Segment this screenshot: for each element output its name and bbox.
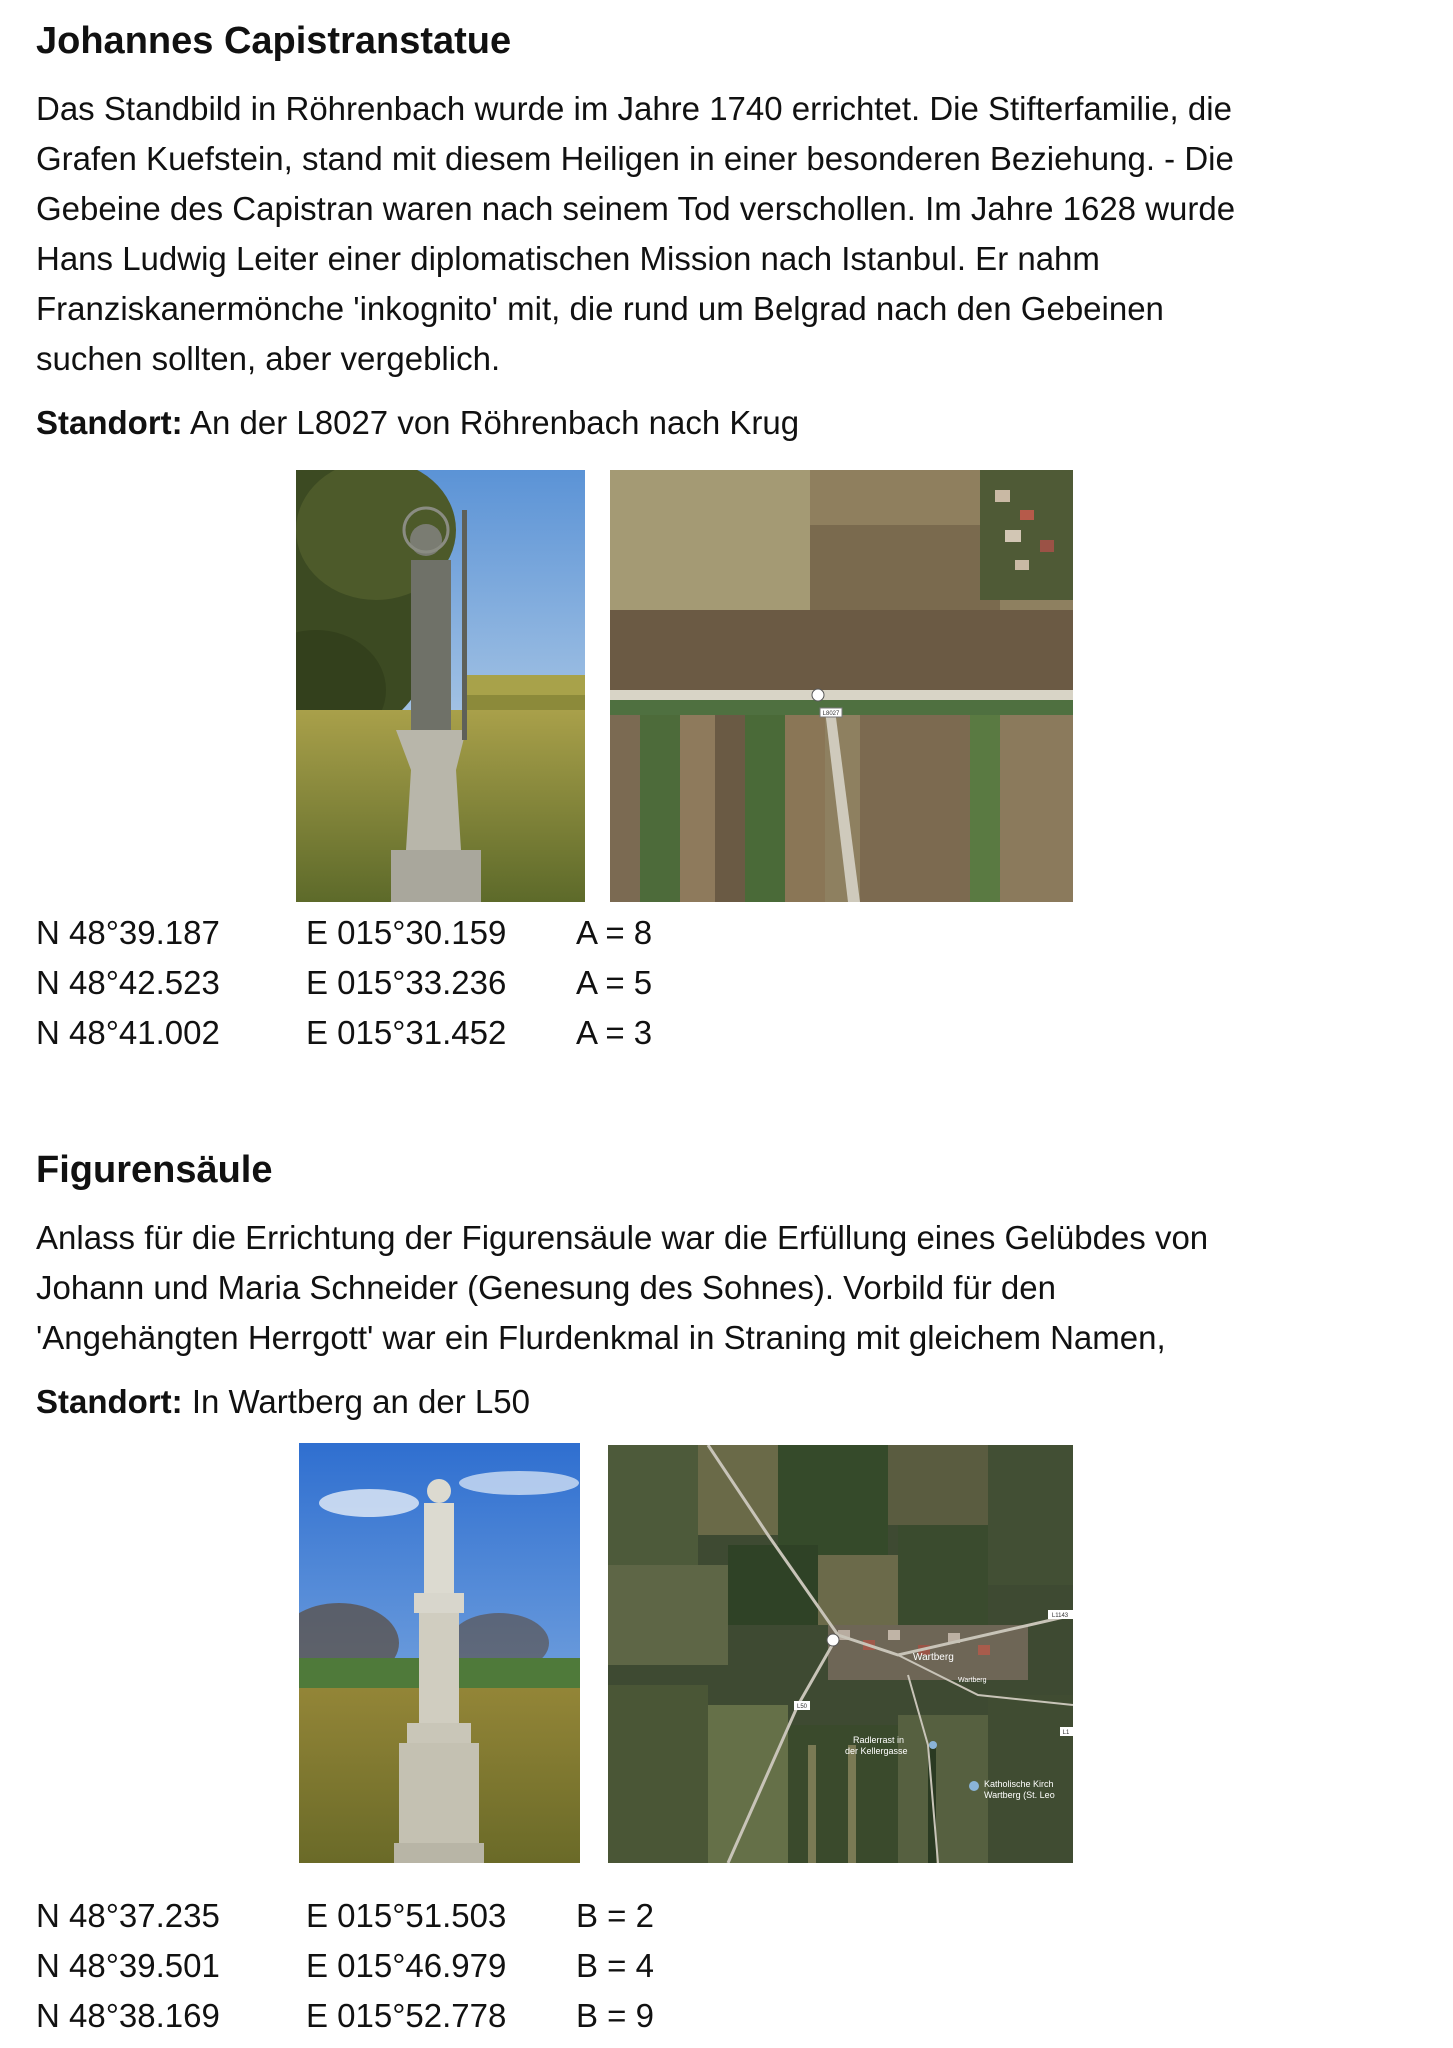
coordinate-north: N 48°39.501 [36, 1947, 220, 1984]
location-label: Standort: [36, 1383, 183, 1420]
map-poi-label: Katholische Kirch [984, 1779, 1054, 1789]
coordinate-value: B = 2 [576, 1897, 654, 1934]
paragraph-line: Das Standbild in Röhrenbach wurde im Jahre 1740 errichtet. Die Stifterfamilie, die [36, 90, 1232, 127]
coordinate-east: E 015°33.236 [306, 964, 507, 1001]
paragraph-line: Hans Ludwig Leiter einer diplomatischen Mission nach Istanbul. Er nahm [36, 240, 1100, 277]
map-village-label: Wartberg [913, 1652, 954, 1663]
section-paragraph [36, 84, 1416, 384]
paragraph-line: Franziskanermönche 'inkognito' mit, die rund um Belgrad nach den Gebeinen [36, 290, 1164, 327]
coordinate-east: E 015°52.778 [306, 1997, 507, 2034]
map-road-label: L8027 [822, 711, 840, 717]
aerial-map-1 [610, 470, 1073, 902]
map-poi-label: der Kellergasse [845, 1746, 908, 1756]
location-text: In Wartberg an der L50 [182, 1383, 530, 1420]
section-figurensaeule [36, 1147, 1416, 1425]
section-title: Johannes Capistranstatue [36, 20, 512, 62]
coordinate-value: B = 4 [576, 1947, 654, 1984]
paragraph-line: Gebeine des Capistran waren nach seinem Tod verschollen. Im Jahre 1628 wurde [36, 190, 1236, 227]
coordinate-row [36, 1991, 696, 2041]
section-paragraph [36, 1213, 1416, 1363]
coordinate-row [36, 1891, 696, 1941]
map-poi-label: Radlerrast in [853, 1735, 905, 1745]
coordinate-north: N 48°38.169 [36, 1997, 220, 2034]
coordinates-table-2 [36, 1891, 696, 2041]
coordinate-north: N 48°41.002 [36, 1014, 220, 1051]
coordinate-value: A = 8 [576, 914, 653, 951]
map-road-label: L1143 [1051, 1613, 1069, 1619]
map-street-label: Wartberg [958, 1677, 987, 1684]
statue-photo [296, 470, 585, 902]
coordinate-value: A = 5 [576, 964, 653, 1001]
paragraph-line: 'Angehängten Herrgott' war ein Flurdenkmal in Straning mit gleichem Namen, [36, 1319, 1166, 1356]
coordinate-value: B = 9 [576, 1997, 654, 2034]
coordinate-row [36, 908, 696, 958]
paragraph-line: suchen sollten, aber vergeblich. [36, 340, 501, 377]
coordinate-east: E 015°30.159 [306, 914, 507, 951]
coordinate-east: E 015°51.503 [306, 1897, 507, 1934]
map-poi-label: Wartberg (St. Leo [984, 1790, 1055, 1800]
paragraph-line: Johann und Maria Schneider (Genesung des Sohnes). Vorbild für den [36, 1269, 1056, 1306]
location-label: Standort: [36, 404, 183, 441]
coordinate-row [36, 1008, 696, 1058]
paragraph-line: Grafen Kuefstein, stand mit diesem Heiligen in einer besonderen Beziehung. - Die [36, 140, 1234, 177]
coordinates-table-1 [36, 908, 696, 1058]
aerial-map-2 [608, 1445, 1073, 1863]
location-line [36, 1379, 1416, 1425]
section-title: Figurensäule [36, 1149, 273, 1191]
coordinate-east: E 015°31.452 [306, 1014, 507, 1051]
map-road-label: L50 [796, 1704, 808, 1710]
coordinate-north: N 48°42.523 [36, 964, 220, 1001]
map-road-label: L1 [1062, 1730, 1070, 1736]
coordinate-value: A = 3 [576, 1014, 653, 1051]
coordinate-row [36, 958, 696, 1008]
coordinate-north: N 48°39.187 [36, 914, 220, 951]
coordinate-east: E 015°46.979 [306, 1947, 507, 1984]
location-line [36, 400, 1416, 446]
column-statue-photo [299, 1443, 580, 1863]
coordinate-row [36, 1941, 696, 1991]
paragraph-line: Anlass für die Errichtung der Figurensäule war die Erfüllung eines Gelübdes von [36, 1219, 1209, 1256]
coordinate-north: N 48°37.235 [36, 1897, 220, 1934]
location-text: An der L8027 von Röhrenbach nach Krug [182, 404, 800, 441]
section-capistranstatue [36, 18, 1416, 446]
